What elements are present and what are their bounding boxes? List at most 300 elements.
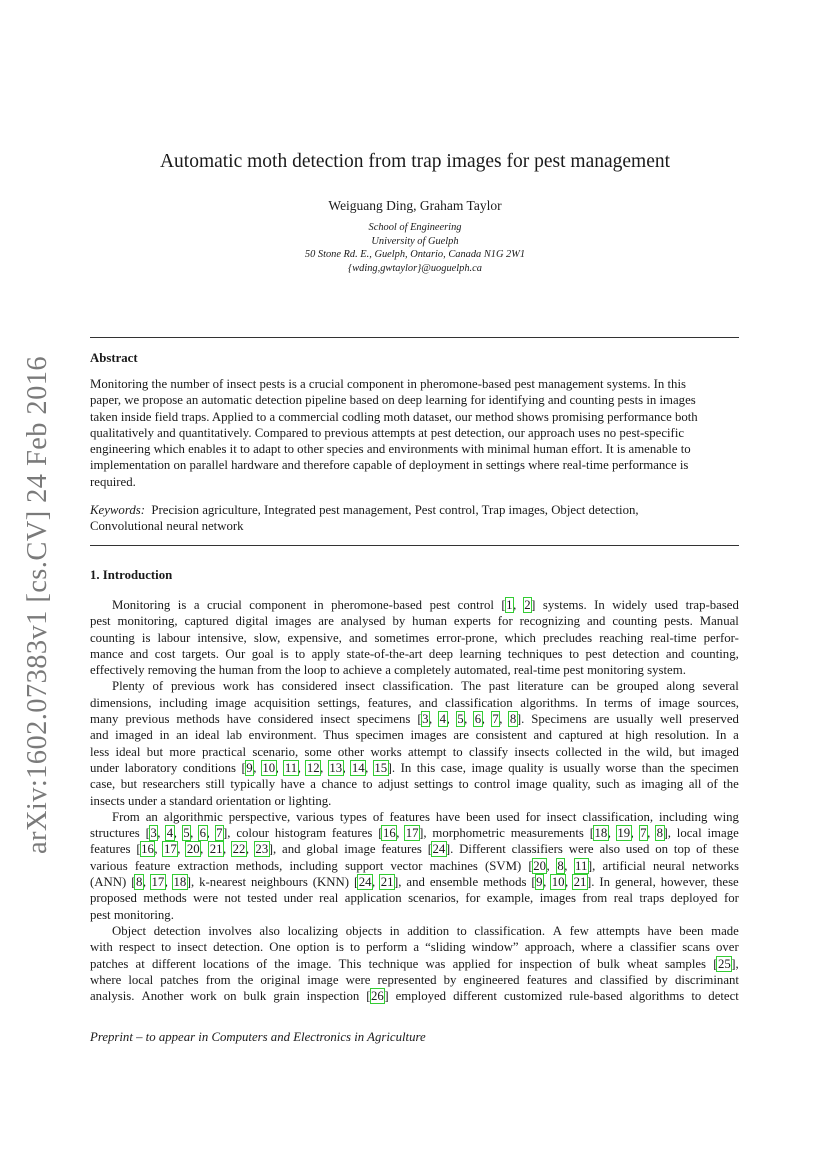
citation-link[interactable]: 4,: [439, 712, 450, 727]
word: preserved: [689, 712, 739, 727]
word: or: [274, 793, 286, 808]
word: From: [112, 809, 140, 824]
word: the: [624, 744, 640, 759]
word: to: [569, 646, 580, 661]
abstract-line: implementation on parallel hardware and therefore capable of deployment in settings where real-time performance is: [90, 458, 689, 473]
word: at: [609, 728, 619, 743]
word: case,: [90, 777, 116, 792]
citation-link[interactable]: 11],: [575, 858, 596, 873]
word: customized: [503, 989, 563, 1004]
word: of: [256, 956, 268, 971]
word: classification,: [582, 809, 654, 824]
word: a: [160, 793, 167, 808]
word: patches: [160, 972, 199, 987]
word: of: [640, 695, 651, 710]
word: such: [596, 777, 620, 792]
citation-link[interactable]: [16,: [378, 826, 400, 841]
word: orientation: [215, 793, 272, 808]
word: feature: [134, 858, 171, 873]
word: classification.: [382, 679, 454, 694]
word: which: [504, 630, 536, 645]
abstract-line: required.: [90, 474, 136, 489]
word: by: [655, 972, 668, 987]
citation-link[interactable]: [1,: [501, 598, 517, 612]
word: algorithms: [629, 989, 685, 1004]
word: several: [702, 679, 739, 694]
intro-line: [90, 678, 739, 694]
word: than: [641, 760, 664, 775]
word: have: [435, 809, 461, 824]
word: state-of-the-art: [346, 646, 423, 661]
word: classification: [445, 695, 513, 710]
word: Plenty: [112, 679, 145, 694]
introduction-body: [90, 597, 739, 1004]
word: in: [313, 598, 324, 612]
word: lighting.: [288, 793, 332, 808]
word: to: [691, 989, 702, 1004]
word: In: [715, 728, 727, 743]
word: by: [443, 972, 457, 987]
word: along: [666, 679, 695, 694]
word: features,: [367, 695, 412, 710]
word: made: [711, 923, 739, 938]
word: of: [152, 679, 164, 694]
citation-link[interactable]: 7],: [216, 826, 231, 841]
word: in: [389, 923, 400, 938]
word: original: [260, 972, 301, 987]
word: colour: [236, 826, 270, 841]
word: Another: [141, 989, 184, 1004]
word: ideal: [194, 728, 220, 743]
word: are: [453, 728, 469, 743]
citation-link[interactable]: 8,: [557, 858, 568, 873]
word: on: [223, 989, 237, 1004]
citation-link[interactable]: [24,: [353, 875, 376, 890]
word: used: [654, 598, 679, 612]
keywords-line: [90, 502, 739, 518]
word: scans: [682, 940, 710, 955]
word: a: [618, 940, 624, 955]
word: digital: [235, 614, 269, 629]
word: quality: [508, 760, 544, 775]
word: but: [120, 777, 138, 792]
citation-link[interactable]: 22,: [232, 842, 250, 857]
word: insect: [546, 809, 577, 824]
word: a: [193, 598, 200, 612]
citation-link[interactable]: 14,: [351, 760, 369, 775]
word: is: [141, 630, 151, 645]
word: chance: [321, 777, 358, 792]
word: these: [712, 842, 739, 857]
word: dimensions,: [90, 695, 152, 710]
word: lab: [226, 728, 243, 743]
intro-line: [90, 630, 739, 646]
citation-link[interactable]: 12,: [306, 760, 324, 775]
word: and: [406, 875, 425, 890]
intro-line: [90, 874, 739, 890]
word: and: [129, 646, 149, 661]
word: In: [594, 598, 605, 612]
word: image: [707, 826, 739, 841]
word: bulk: [243, 989, 267, 1004]
word: for: [497, 956, 513, 971]
word: expensive,: [287, 630, 342, 645]
word: including: [659, 809, 708, 824]
word: perspective,: [228, 809, 291, 824]
word: quality,: [552, 777, 591, 792]
word: was: [425, 956, 446, 971]
word: were: [193, 891, 219, 906]
word: other: [337, 744, 365, 759]
word: from: [205, 972, 231, 987]
arxiv-identifier: arXiv:1602.07383v1 [cs.CV] 24 Feb 2016: [22, 355, 53, 855]
word: types: [339, 809, 367, 824]
word: including: [289, 858, 338, 873]
word: sometimes: [374, 630, 430, 645]
citation-link[interactable]: 11,: [284, 760, 301, 775]
word: insect: [320, 712, 351, 727]
intro-line: [90, 744, 739, 760]
intro-line: [90, 923, 739, 939]
affiliation: [90, 221, 740, 275]
word: (KNN): [312, 875, 350, 890]
citation-link[interactable]: 6,: [199, 826, 210, 841]
word: loop: [303, 663, 327, 678]
word: inspection: [519, 956, 573, 971]
word: of: [696, 842, 707, 857]
keywords-line: Convolutional neural network: [90, 519, 244, 534]
word: The: [461, 679, 482, 694]
word: work: [190, 989, 217, 1004]
word: the: [237, 972, 254, 987]
word: removing: [147, 663, 197, 678]
word: used: [496, 809, 520, 824]
word: but: [678, 744, 695, 759]
word: and: [90, 728, 109, 743]
word: the: [274, 956, 290, 971]
word: represented: [377, 972, 437, 987]
word: work: [222, 679, 250, 694]
word: apply: [311, 646, 341, 661]
word: terms: [604, 695, 633, 710]
intro-line: [90, 825, 739, 841]
word: counting: [90, 630, 135, 645]
citation-link[interactable]: [9,: [241, 760, 257, 775]
citation-link[interactable]: 17],: [405, 826, 427, 841]
word: usually: [616, 712, 654, 727]
word: of: [706, 777, 718, 792]
word: proposed: [90, 891, 137, 906]
word: techniques: [507, 646, 563, 661]
word: wheat: [627, 956, 658, 971]
word: environment.: [248, 728, 317, 743]
word: and: [665, 646, 685, 661]
word: over: [715, 940, 739, 955]
citation-link[interactable]: 17,: [163, 842, 181, 857]
citation-link[interactable]: 8],: [656, 826, 671, 841]
citation-link[interactable]: 7,: [492, 712, 503, 727]
citation-link[interactable]: [20,: [528, 858, 550, 873]
intro-line: [90, 907, 739, 923]
word: real-time: [650, 630, 697, 645]
word: Manual: [699, 614, 739, 629]
word: rule-based: [569, 989, 623, 1004]
word: wild,: [646, 744, 673, 759]
word: targets.: [181, 646, 219, 661]
word: monitoring,: [117, 614, 178, 629]
word: analysis.: [90, 989, 135, 1004]
word: control: [474, 777, 511, 792]
word: features: [381, 842, 422, 857]
word: monitoring.: [113, 907, 174, 922]
word: A: [552, 923, 563, 938]
word: analysed: [340, 614, 386, 629]
word: have: [226, 712, 251, 727]
citation-link[interactable]: 10,: [551, 875, 569, 890]
word: to: [161, 940, 172, 955]
citation-link[interactable]: 13,: [329, 760, 346, 775]
word: In: [585, 695, 597, 710]
abstract-line: paper, we propose an automatic detection pipeline based on deep learning for identifying and counting pests in images: [90, 393, 696, 408]
word: researchers: [142, 777, 201, 792]
word: used: [625, 842, 650, 857]
word: these: [712, 875, 739, 890]
word: morphometric: [432, 826, 505, 841]
intro-line: [90, 711, 739, 727]
word: pest: [90, 907, 111, 922]
word: widely: [612, 598, 648, 612]
word: for: [465, 891, 481, 906]
intro-line: [90, 809, 739, 825]
word: image: [215, 695, 247, 710]
word: the: [669, 760, 685, 775]
word: perform: [366, 940, 408, 955]
citation-link[interactable]: 18],: [173, 875, 195, 890]
word: not: [224, 891, 241, 906]
citation-link[interactable]: [3,: [417, 712, 433, 727]
word: features: [389, 809, 430, 824]
word: the: [199, 663, 216, 678]
citation-link[interactable]: 23],: [255, 842, 277, 857]
word: Our: [225, 646, 246, 661]
word: adjust: [377, 777, 409, 792]
word: grouped: [616, 679, 659, 694]
word: classifier: [629, 940, 677, 955]
citation-link[interactable]: [16,: [136, 842, 158, 857]
abstract-line: engineering which enables it to adapt to other species and environments with minimal human effort. It is amenable to: [90, 442, 691, 457]
word: of: [579, 956, 590, 971]
word: example,: [486, 891, 534, 906]
word: were: [568, 842, 594, 857]
citation-link[interactable]: 5,: [457, 712, 468, 727]
citation-link[interactable]: [25],: [713, 956, 739, 971]
word: mance: [90, 646, 124, 661]
word: where: [90, 972, 122, 987]
word: counting: [612, 614, 658, 629]
word: methods,: [235, 858, 283, 873]
citation-link[interactable]: 4,: [166, 826, 177, 841]
word: cost: [154, 646, 176, 661]
citation-link[interactable]: [3,: [145, 826, 161, 841]
word: in: [608, 744, 619, 759]
word: image: [658, 695, 690, 710]
citation-link[interactable]: 17,: [151, 875, 168, 890]
citation-link[interactable]: 19,: [617, 826, 634, 841]
abstract-heading: Abstract: [90, 351, 138, 365]
word: many: [90, 712, 119, 727]
word: a: [733, 728, 739, 743]
word: but: [146, 744, 164, 759]
citation-link[interactable]: 10,: [262, 760, 279, 775]
word: real: [319, 891, 339, 906]
word: Different: [459, 842, 506, 857]
word: for: [525, 809, 541, 824]
citation-link[interactable]: 2]: [524, 598, 536, 612]
word: insect: [344, 679, 375, 694]
word: ensemble: [429, 875, 479, 890]
word: general,: [614, 875, 656, 890]
citation-link[interactable]: 21,: [209, 842, 227, 857]
word: laboratory: [124, 760, 178, 775]
word: “sliding: [425, 940, 466, 955]
word: wing: [713, 809, 739, 824]
word: worse: [605, 760, 637, 775]
word: to: [362, 777, 373, 792]
word: extraction: [177, 858, 229, 873]
word: for: [497, 614, 513, 629]
word: however,: [660, 875, 708, 890]
word: detection.: [213, 940, 264, 955]
word: neural: [652, 858, 685, 873]
word: by: [392, 614, 406, 629]
intro-line: [90, 613, 739, 629]
word: have: [280, 777, 305, 792]
word: typically: [230, 777, 276, 792]
word: Object: [112, 923, 147, 938]
citation-link[interactable]: [18,: [589, 826, 611, 841]
word: images: [410, 728, 447, 743]
word: completely: [394, 663, 451, 678]
word: human: [218, 663, 254, 678]
word: involves: [208, 923, 252, 938]
affiliation-line: 50 Stone Rd. E., Guelph, Ontario, Canada N1G 2W1: [304, 249, 526, 260]
citation-link[interactable]: 6,: [474, 712, 485, 727]
word: window”: [471, 940, 519, 955]
word: resolution.: [654, 728, 710, 743]
word: ideal: [115, 744, 141, 759]
word: histogram: [274, 826, 327, 841]
word: goal: [251, 646, 274, 661]
word: systems.: [542, 598, 587, 612]
word: to: [452, 744, 463, 759]
word: slow,: [253, 630, 281, 645]
citation-link[interactable]: 21].: [573, 875, 595, 890]
word: localizing: [287, 923, 339, 938]
word: literature: [517, 679, 564, 694]
word: considered: [257, 712, 314, 727]
word: features: [331, 826, 373, 841]
word: system.: [647, 663, 686, 678]
citation-link[interactable]: 8].: [509, 712, 525, 727]
citation-link[interactable]: [9,: [531, 875, 547, 890]
word: detection: [612, 646, 660, 661]
word: to: [329, 663, 340, 678]
affiliation-email: {wding,gwtaylor}@uoguelph.ca: [348, 262, 482, 274]
intro-line: [90, 793, 739, 809]
word: grain: [273, 989, 300, 1004]
word: past: [488, 679, 510, 694]
word: previous: [125, 712, 170, 727]
word: engineered: [463, 972, 520, 987]
word: local: [128, 972, 154, 987]
word: the: [723, 777, 739, 792]
word: insect: [177, 940, 208, 955]
word: various: [296, 809, 334, 824]
citation-link[interactable]: 20,: [186, 842, 204, 857]
word: k-nearest: [199, 875, 247, 890]
word: patches: [90, 956, 129, 971]
word: In: [599, 875, 611, 890]
word: an: [176, 728, 189, 743]
citation-link[interactable]: [24].: [427, 842, 454, 857]
word: imaged: [115, 728, 153, 743]
word: applied: [452, 956, 491, 971]
word: algorithmic: [163, 809, 223, 824]
word: images: [275, 614, 312, 629]
word: approach,: [524, 940, 575, 955]
word: settings,: [317, 695, 361, 710]
citation-link[interactable]: [8,: [131, 875, 147, 890]
word: various: [90, 858, 128, 873]
word: imaging: [641, 777, 684, 792]
word: all: [688, 777, 702, 792]
word: on: [655, 842, 669, 857]
word: where: [580, 940, 613, 955]
word: different: [453, 989, 497, 1004]
citation-link[interactable]: 5,: [183, 826, 194, 841]
word: to: [456, 923, 467, 938]
citation-link[interactable]: 15].: [374, 760, 396, 775]
word: been: [679, 923, 704, 938]
citation-link[interactable]: [26]: [366, 989, 389, 1004]
word: attempt: [408, 744, 447, 759]
word: a: [310, 777, 316, 792]
word: previous: [170, 679, 216, 694]
top-rule: [90, 337, 739, 338]
word: can: [571, 679, 589, 694]
intro-line: [90, 662, 739, 678]
word: (ANN): [90, 875, 127, 890]
affiliation-line: School of Engineering: [368, 222, 462, 233]
intro-line: [90, 760, 739, 776]
word: standard: [169, 793, 213, 808]
word: from: [256, 663, 282, 678]
word: crucial: [207, 598, 242, 612]
word: objects: [345, 923, 382, 938]
abstract-line: Monitoring the number of insect pests is a crucial component in pheromone-based pest management systems. In this: [90, 377, 686, 391]
preprint-footer: Preprint – to appear in Computers and Electronics in Agriculture: [90, 1030, 426, 1044]
word: high: [625, 728, 649, 743]
word: (SVM): [485, 858, 522, 873]
word: have: [647, 923, 672, 938]
word: This: [338, 956, 362, 971]
citation-link[interactable]: 7,: [640, 826, 651, 841]
word: pest: [429, 598, 451, 612]
word: is: [335, 940, 344, 955]
word: with: [90, 940, 113, 955]
citation-link[interactable]: 21],: [380, 875, 402, 890]
intro-line: [90, 597, 739, 613]
